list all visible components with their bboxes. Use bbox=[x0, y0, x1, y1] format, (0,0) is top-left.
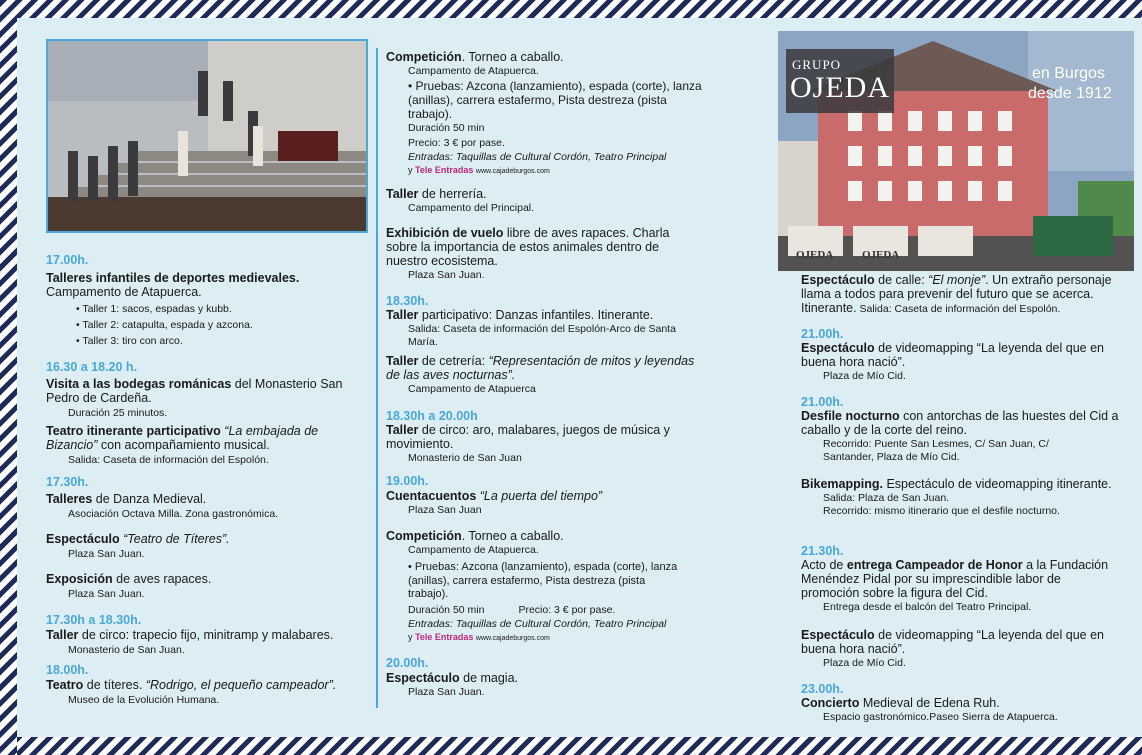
event-block-17h bbox=[46, 253, 366, 349]
time-label: 17.30h. bbox=[46, 475, 89, 489]
event-desc: Espectáculo de videomapping itinerante. bbox=[882, 477, 1112, 491]
event-text bbox=[46, 532, 366, 546]
event-note: Campamento de Atapuerca bbox=[408, 383, 536, 395]
event-title-bold: Taller bbox=[386, 187, 419, 201]
event-title-bold: Espectáculo bbox=[46, 532, 120, 546]
event-place: Campamento de Atapuerca. bbox=[408, 544, 539, 556]
grupo-ojeda-ad-photo bbox=[778, 31, 1134, 271]
event-place: Campamento de Atapuerca. bbox=[408, 65, 539, 77]
event-block-21h-videomapping bbox=[801, 327, 1116, 383]
event-text bbox=[46, 628, 366, 642]
event-block-1830h-20h bbox=[386, 409, 696, 465]
time-label: 17.30h a 18.30h. bbox=[46, 613, 142, 627]
bottom-border bbox=[0, 737, 1142, 755]
event-block-1730h-1830h bbox=[46, 613, 366, 657]
event-title-bold: Exhibición de vuelo bbox=[386, 226, 504, 240]
event-desc: de títeres. bbox=[83, 678, 146, 692]
tele-y: y bbox=[408, 631, 416, 642]
awning-text-2: OJEDA bbox=[862, 249, 900, 261]
event-note: Plaza de Mío Cid. bbox=[823, 370, 906, 382]
event-block-21h-desfile bbox=[801, 395, 1121, 464]
event-title-italic: “El monje” bbox=[928, 273, 986, 287]
event-block-20h bbox=[386, 656, 706, 699]
event-title-italic: “La puerta del tiempo” bbox=[476, 489, 603, 503]
event-note: Plaza San Juan. bbox=[408, 686, 485, 698]
tagline-2: desde 1912 bbox=[1028, 85, 1112, 102]
event-note: Museo de la Evolución Humana. bbox=[68, 694, 220, 706]
event-text bbox=[386, 354, 706, 382]
tele-entradas-logo: Tele Entradas bbox=[415, 165, 474, 175]
event-block-competicion-2 bbox=[386, 529, 711, 645]
event-title-bold: Taller bbox=[386, 423, 419, 437]
event-title-bold: Concierto bbox=[801, 696, 860, 710]
event-text bbox=[386, 489, 706, 503]
tele-entradas-logo: Tele Entradas bbox=[415, 631, 474, 642]
event-text bbox=[386, 423, 696, 451]
time-label: 21.00h. bbox=[801, 395, 844, 409]
time-label: 16.30 a 18.20 h. bbox=[46, 360, 138, 374]
event-note: Plaza San Juan. bbox=[408, 269, 485, 281]
event-desc: de cetrería: bbox=[418, 354, 489, 368]
event-block-bikemapping bbox=[801, 477, 1121, 518]
event-price: Precio: 3 € por pase. bbox=[408, 137, 505, 149]
event-title-bold: Espectáculo bbox=[801, 628, 875, 642]
event-desc: de videomapping “La leyenda del que en buena hora nació”. bbox=[801, 628, 1104, 656]
brand-line-1: GRUPO bbox=[792, 57, 842, 72]
event-title-bold: Teatro itinerante participativo bbox=[46, 424, 221, 438]
event-desc: de magia. bbox=[459, 671, 519, 685]
event-note: Salida: Caseta de información del Espolón. bbox=[856, 303, 1061, 315]
event-note: Salida: Caseta de información del Espolón-Arco de Santa María. bbox=[408, 323, 676, 348]
tele-entradas bbox=[408, 631, 711, 645]
event-title-italic: “Teatro de Títeres”. bbox=[119, 532, 230, 546]
event-tickets: Entradas: Taquillas de Cultural Cordón, Teatro Principal bbox=[408, 617, 667, 630]
event-text bbox=[801, 477, 1121, 491]
event-text bbox=[801, 409, 1121, 437]
brand-line-2: OJEDA bbox=[790, 71, 890, 104]
event-title bbox=[46, 271, 366, 285]
event-block-2130h bbox=[801, 544, 1116, 614]
event-title-bold: Espectáculo bbox=[386, 671, 460, 685]
event-title-bold: Espectáculo bbox=[801, 273, 875, 287]
event-note: Monasterio de San Juan. bbox=[68, 644, 185, 656]
event-note: Campamento del Principal. bbox=[408, 202, 535, 214]
event-block-1730h bbox=[46, 475, 366, 601]
awning-text-1: OJEDA bbox=[796, 249, 834, 261]
event-note: Duración 25 minutos. bbox=[68, 407, 168, 419]
event-block-herreria bbox=[386, 187, 711, 215]
event-text bbox=[386, 50, 711, 64]
event-text bbox=[46, 492, 366, 506]
event-text bbox=[386, 187, 711, 201]
event-title-bold: Bikemapping. bbox=[801, 477, 883, 491]
event-desc: de aves rapaces. bbox=[112, 572, 212, 586]
bullet-3: • Taller 3: tiro con arco. bbox=[76, 335, 183, 347]
photo-illustration-icon bbox=[48, 41, 366, 231]
event-tests: • Pruebas: Azcona (lanzamiento), espada (corte), lanza (anillas), carrera estafermo, Pista destreza (pista trabajo). bbox=[408, 79, 702, 121]
event-title-bold: Taller bbox=[386, 354, 419, 368]
event-block-1830h bbox=[386, 294, 706, 396]
event-text bbox=[801, 273, 1126, 316]
event-title-bold: Competición bbox=[386, 529, 462, 543]
event-desc: con antorchas de las huestes del Cid a caballo y de la corte del reino. bbox=[801, 409, 1119, 437]
event-desc: . Torneo a caballo. bbox=[461, 50, 564, 64]
event-title-bold: Talleres bbox=[46, 492, 93, 506]
time-label: 17.00h. bbox=[46, 253, 89, 267]
event-text bbox=[46, 377, 366, 405]
event-text bbox=[46, 572, 366, 586]
event-tests: • Pruebas: Azcona (lanzamiento), espada (corte), lanza (anillas), carrera estafermo, Pista destreza (pista trabajo). bbox=[408, 561, 678, 600]
time-label: 21.00h. bbox=[801, 327, 844, 341]
event-text bbox=[46, 678, 366, 692]
event-text bbox=[46, 424, 366, 452]
event-desc: Acto de bbox=[801, 558, 847, 572]
event-title-italic: “La embajada de Bizancio” bbox=[46, 424, 319, 452]
event-title-bold: entrega Campeador de Honor bbox=[846, 558, 1023, 572]
time-label: 18.30h a 20.00h bbox=[386, 409, 478, 423]
bullet-1: • Taller 1: sacos, espadas y kubb. bbox=[76, 303, 232, 315]
event-note: Salida: Caseta de información del Espolón. bbox=[68, 454, 269, 466]
event-block-19h bbox=[386, 474, 706, 517]
tele-entradas-url: www.cajadeburgos.com bbox=[475, 168, 550, 175]
time-label: 18.30h. bbox=[386, 294, 429, 308]
tele-entradas bbox=[408, 164, 711, 178]
event-title-bold: Exposición bbox=[46, 572, 113, 586]
event-title-italic: “Rodrigo, el pequeño campeador”. bbox=[145, 678, 337, 692]
event-desc: de circo: aro, malabares, juegos de música y movimiento. bbox=[386, 423, 670, 451]
event-text bbox=[386, 671, 706, 685]
event-block-el-monje bbox=[801, 273, 1126, 316]
event-text bbox=[801, 696, 1121, 710]
event-note: Plaza San Juan bbox=[408, 504, 482, 516]
brochure-panel bbox=[17, 18, 1142, 737]
event-desc: de calle: bbox=[874, 273, 929, 287]
event-block-18h bbox=[46, 663, 366, 707]
time-label: 19.00h. bbox=[386, 474, 429, 488]
event-desc: de herrería. bbox=[418, 187, 487, 201]
event-text bbox=[801, 558, 1116, 600]
event-title-bold: Talleres infantiles de deportes medievales. bbox=[46, 271, 300, 285]
bullet-2: • Taller 2: catapulta, espada y azcona. bbox=[76, 319, 253, 331]
event-title-bold: Visita a las bodegas románicas bbox=[46, 377, 232, 391]
column-divider bbox=[376, 48, 378, 708]
event-title-bold: Taller bbox=[46, 628, 79, 642]
event-desc: con acompañamiento musical. bbox=[97, 438, 270, 452]
event-block-competicion-1 bbox=[386, 50, 711, 178]
event-desc: de videomapping “La leyenda del que en buena hora nació”. bbox=[801, 341, 1104, 369]
event-note: Salida: Plaza de San Juan. bbox=[823, 492, 950, 504]
event-title-bold: Cuentacuentos bbox=[386, 489, 477, 503]
event-text bbox=[801, 341, 1116, 369]
time-label: 23.00h. bbox=[801, 682, 844, 696]
event-note: Asociación Octava Milla. Zona gastronómica. bbox=[68, 508, 279, 520]
top-border bbox=[0, 0, 1142, 18]
event-desc: del Monasterio San Pedro de Cardeña. bbox=[46, 377, 343, 405]
event-duration: Duración 50 min bbox=[408, 603, 485, 616]
tele-y: y bbox=[408, 165, 416, 175]
event-text bbox=[386, 226, 696, 268]
event-duration-price bbox=[408, 604, 711, 617]
event-text bbox=[801, 628, 1116, 656]
event-note: Entrega desde el balcón del Teatro Principal. bbox=[823, 601, 1032, 613]
event-note: Plaza de Mío Cid. bbox=[823, 657, 906, 669]
event-tickets: Entradas: Taquillas de Cultural Cordón, Teatro Principal bbox=[408, 151, 667, 163]
event-note: Plaza San Juan. bbox=[68, 588, 145, 600]
event-title-bold: Espectáculo bbox=[801, 341, 875, 355]
event-note: Recorrido: mismo itinerario que el desfile nocturno. bbox=[823, 505, 1060, 517]
time-label: 21.30h. bbox=[801, 544, 844, 558]
event-desc: Medieval de Edena Ruh. bbox=[859, 696, 1000, 710]
event-desc: participativo: Danzas infantiles. Itinerante. bbox=[418, 308, 654, 322]
event-desc: . Torneo a caballo. bbox=[461, 529, 564, 543]
medieval-scene-photo bbox=[46, 39, 368, 233]
tele-entradas-url: www.cajadeburgos.com bbox=[475, 634, 550, 642]
event-title-bold: Desfile nocturno bbox=[801, 409, 900, 423]
event-block-1630h bbox=[46, 360, 366, 467]
event-title-italic: “Representación de mitos y leyendas de las aves nocturnas”. bbox=[386, 354, 695, 382]
event-duration: Duración 50 min bbox=[408, 122, 485, 134]
event-desc: a la Fundación Menéndez Pidal por su imprescindible labor de promoción sobre la figura del Cid. bbox=[801, 558, 1109, 600]
left-border bbox=[0, 0, 17, 755]
event-desc: de circo: trapecio fijo, minitramp y malabares. bbox=[78, 628, 334, 642]
event-title-bold: Taller bbox=[386, 308, 419, 322]
event-block-23h bbox=[801, 682, 1121, 724]
event-note: Espacio gastronómico.Paseo Sierra de Atapuerca. bbox=[823, 711, 1058, 723]
event-note: Plaza San Juan. bbox=[68, 548, 145, 560]
event-desc: . Un extraño personaje llama a todos para prevenir del futuro que se acerca. Itinerante. bbox=[801, 273, 1112, 315]
event-note: Monasterio de San Juan bbox=[408, 452, 522, 464]
event-block-videomapping-2 bbox=[801, 628, 1116, 670]
event-text bbox=[386, 308, 706, 322]
time-label: 20.00h. bbox=[386, 656, 429, 670]
time-label: 18.00h. bbox=[46, 663, 89, 677]
event-text bbox=[386, 529, 711, 543]
event-title-bold: Competición bbox=[386, 50, 462, 64]
event-block-vuelo bbox=[386, 226, 696, 282]
tagline-1: en Burgos bbox=[1032, 65, 1105, 82]
event-desc: libre de aves rapaces. Charla sobre la importancia de estos animales dentro de nuestro ecosistema. bbox=[386, 226, 670, 268]
event-place: Campamento de Atapuerca. bbox=[46, 285, 202, 299]
event-title-bold: Teatro bbox=[46, 678, 84, 692]
event-note: Recorrido: Puente San Lesmes, C/ San Juan, C/ Santander, Plaza de Mío Cid. bbox=[823, 438, 1049, 463]
event-desc: de Danza Medieval. bbox=[92, 492, 207, 506]
event-price: Precio: 3 € por pase. bbox=[518, 603, 616, 616]
